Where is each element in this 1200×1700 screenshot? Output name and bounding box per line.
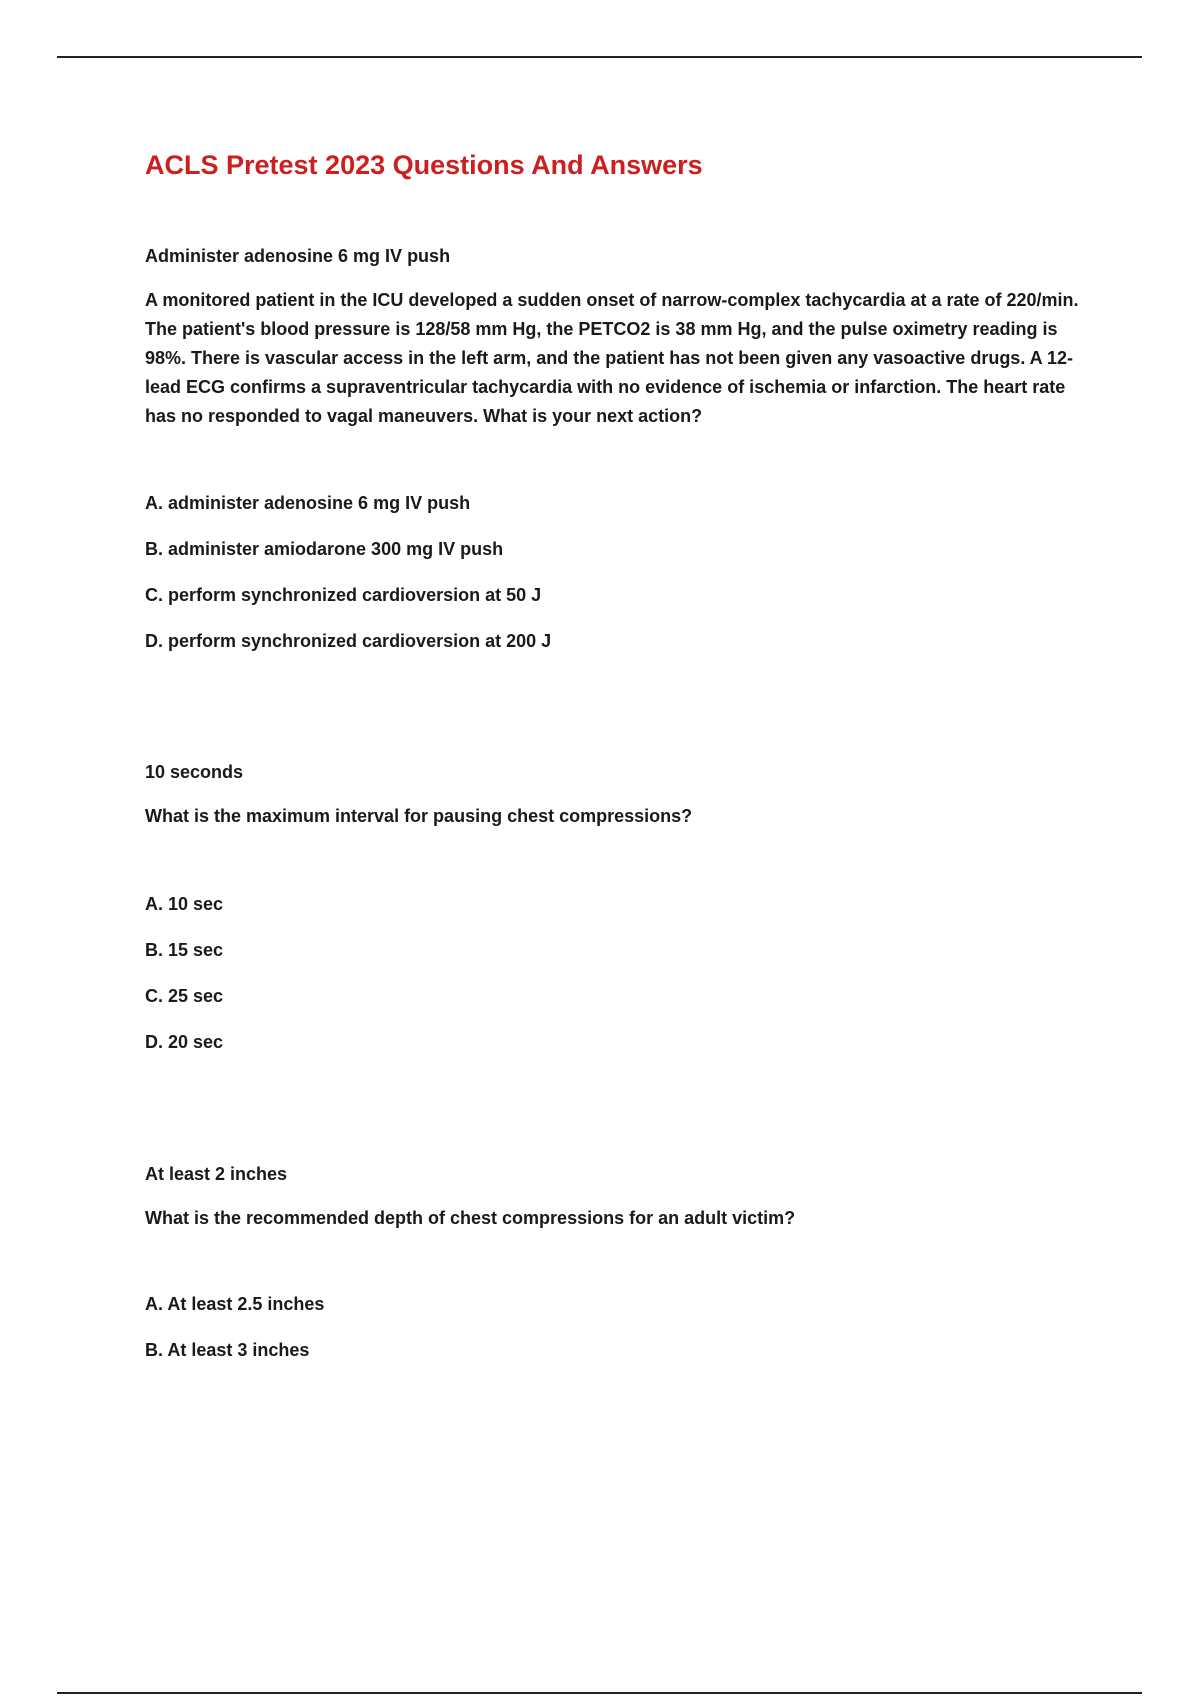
option-b: B. administer amiodarone 300 mg IV push [145,539,504,559]
document-page [145,148,1085,1382]
option-a: A. At least 2.5 inches [145,1294,325,1314]
option-c: C. 25 sec [145,986,224,1006]
top-rule [57,56,1142,58]
question-text: What is the maximum interval for pausing chest compressions? [145,806,693,826]
document-title: ACLS Pretest 2023 Questions And Answers [145,150,703,180]
answer-text: Administer adenosine 6 mg IV push [145,246,451,266]
options-list [145,1290,1085,1382]
option-d: D. perform synchronized cardioversion at 200 J [145,631,552,651]
option-d: D. 20 sec [145,1032,224,1052]
option-b: B. At least 3 inches [145,1340,310,1360]
options-list [145,489,1085,673]
question-block-2 [145,758,1085,1074]
option-a: A. administer adenosine 6 mg IV push [145,493,471,513]
option-c: C. perform synchronized cardioversion at 50 J [145,585,542,605]
question-text: What is the recommended depth of chest compressions for an adult victim? [145,1208,796,1228]
question-block-3 [145,1160,1085,1382]
bottom-rule [57,1692,1142,1694]
question-text: A monitored patient in the ICU developed a sudden onset of narrow-complex tachycardia at a rate of 220/min. The patient's blood pressure is 128/58 mm Hg, the PETCO2 is 38 mm Hg, and the pulse oximetry reading is 98%. There is vascular access in the left arm, and the patient has not been given any vasoactive drugs. A 12-lead ECG confirms a supraventricular tachycardia with no evidence of ischemia or infarction. The heart rate has no responded to vagal maneuvers. What is your next action? [145,290,1079,426]
options-list [145,890,1085,1074]
option-b: B. 15 sec [145,940,224,960]
question-block-1 [145,242,1085,673]
option-a: A. 10 sec [145,894,224,914]
answer-text: 10 seconds [145,762,244,782]
answer-text: At least 2 inches [145,1164,288,1184]
